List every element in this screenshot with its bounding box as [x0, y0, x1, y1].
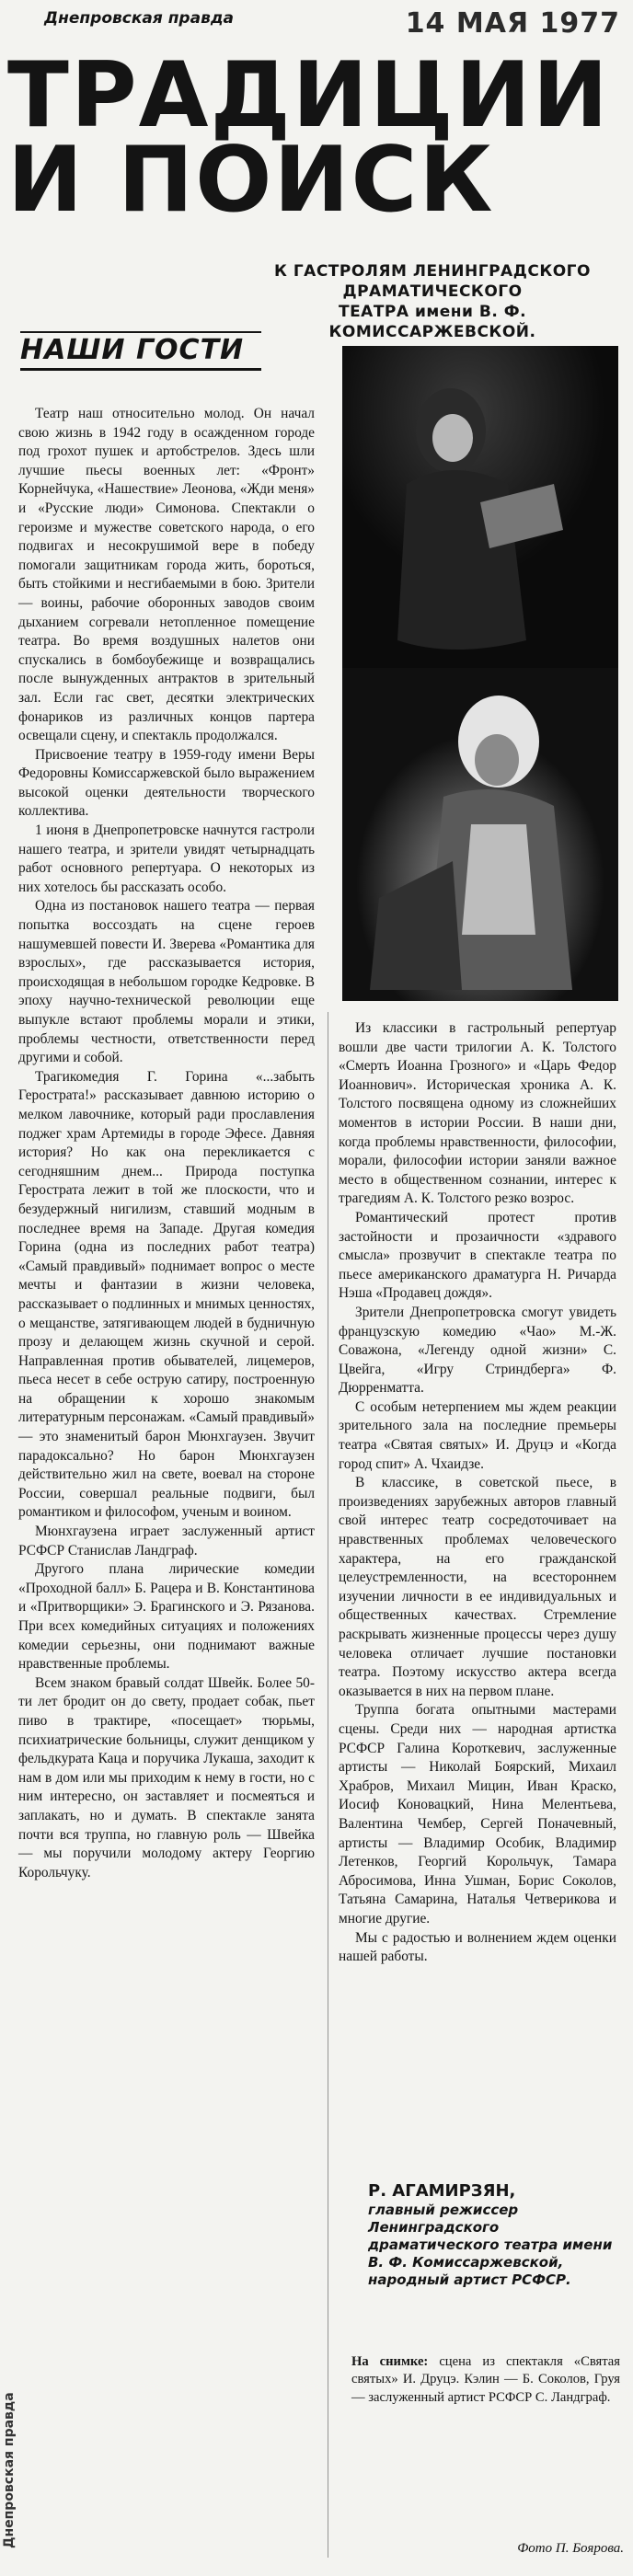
- paragraph: Театр наш относительно молод. Он начал свою жизнь в 1942 году в осажденном городе под грохот пушек и артобстрелов. Здесь шли лучшие пьесы военных лет: «Фронт» Корнейчука, «Нашествие» Леонова, «Жди меня» и «Русские люди» Симонова. Спектакли о героизме и мужестве советского народа, о его подвигах и несокрушимой вере в победу помогали защитникам города жить, бороться, быть стойкими и несгибаемыми в бою. Зрители — воины, рабочие оборонных заводов своим дыханием согревали нетопленное помещение театра. Во время воздушных налетов они спускались в бомбоубежище и возвращались после вынужденных антрактов в зрительный зал. Если гас свет, десятки электрических фонариков из различных концов партера освещали сцену, и спектакль продолжался.: [18, 406, 315, 744]
- headline-line-2: И ПОИСК: [7, 128, 495, 233]
- author-name: Р. АГАМИРЗЯН,: [368, 2181, 516, 2201]
- paragraph: Трагикомедия Г. Горина «...забыть Герострата!» рассказывает давнюю историю о мелком лавочнике, который ради прославления поджег храм Артемиды в городе Эфесе. Давняя история? Но как она перекликается с сегодняшним днем... Природа поступка Герострата лежит в той же плоскости, что и безудержный нигилизм, ставший модным в последнее время на Западе. Другая комедия Горина (одна из последних работ театра) «Самый правдивый» поднимает вопрос о месте мечты и фантазии в жизни человека, рассказывает о подлинных и мнимых ценностях, о мещанстве, затягивающем людей в будничную прозу и делающем жизнь скучной и серой. Направленная против обывателей, лицемеров, пьеса несет в себе острую сатиру, построенную на обращении к хорошо знакомым литературным персонажам. «Самый правдивый» — это знаменитый барон Мюнхгаузен. Звучит парадоксально? Но барон Мюнхгаузен действительно жил на свете, воевал на стороне России, совершал реальные подвиги, был романтиком и философом, ученым и воином.: [18, 1068, 315, 1521]
- paragraph: Мюнхгаузена играет заслуженный артист РСФСР Станислав Ландграф.: [18, 1524, 315, 1558]
- subheadline: [241, 261, 624, 342]
- author-signature: [368, 2182, 622, 2289]
- paragraph: Мы с радостью и волнением ждем оценки нашей работы.: [339, 1929, 616, 1965]
- subheadline-line-1: К ГАСТРОЛЯМ ЛЕНИНГРАДСКОГО ДРАМАТИЧЕСКОГО: [274, 262, 591, 301]
- masthead: Днепровская правда: [44, 9, 235, 28]
- date-stamp: 14 МАЯ 1977: [405, 7, 620, 40]
- photo-caption: [351, 2353, 620, 2407]
- paragraph: Всем знаком бравый солдат Швейк. Более 50-ти лет бродит он до свету, продает собак, пьет пиво в трактире, «посещает» тюрьмы, психиатрические больницы, служит денщиком у фельдкурата Каца и поручика Лукаша, заходит к нам в дом или мы приходим к нему в гости, но с ним интересно, он заставляет и посмеяться и заплакать, но и думать. В спектакле занята почти вся труппа, но главную роль — Швейка — мы поручили молодому актеру Георгию Корольчуку.: [18, 1674, 315, 1880]
- paragraph: Присвоение театру в 1959-году имени Веры Федоровны Комиссаржевской было выражением высокой оценки деятельности творческого коллектива.: [18, 746, 315, 820]
- caption-lead: На снимке:: [351, 2354, 429, 2369]
- subheadline-line-2: ТЕАТРА имени В. Ф. КОМИССАРЖЕВСКОЙ.: [328, 303, 536, 341]
- paragraph: Другого плана лирические комедии «Проходной балл» Б. Рацера и В. Константинова и «Притворщики» Э. Брагинского и Э. Рязанова. При всех комедийных ситуациях и положениях комедии серьезны, они поднимают важные нравственные проблемы.: [18, 1561, 315, 1673]
- paragraph: 1 июня в Днепропетровске начнутся гастроли нашего театра, и зрители увидят четырнадцать работ основного репертуара. О некоторых из них хотелось бы рассказать особо.: [18, 822, 315, 895]
- paragraph: В классике, в советской пьесе, в произведениях зарубежных авторов главный свой интерес театр сосредоточивает на нравственных проблемах человеческого характера, на его гражданской целеустремленности, на всестороннем изучении личности в ее индивидуальных и общественных качествах. Стремление раскрывать жизненные процессы через душу человека отличает лучшие постановки театра. Поэтому искусство актера всегда оказывается в них на первом плане.: [339, 1475, 616, 1699]
- caption-text: сцена из спектакля «Святая святых» И. Друцэ. Кэлин — Б. Соколов, Груя — заслуженный артист РСФСР С. Ландграф.: [351, 2354, 620, 2405]
- side-stamp: Днепровская правда: [2, 2392, 17, 2548]
- right-column: [339, 1019, 616, 1967]
- headline: [7, 43, 624, 233]
- stage-photo: [342, 346, 618, 1001]
- paragraph: Из классики в гастрольный репертуар вошли две части трилогии А. К. Толстого «Смерть Иоанна Грозного» и «Царь Федор Иоаннович». Историческая хроника А. К. Толстого посвящена одному из сложнейших моментов в истории России. В наши дни, когда проблемы нравственности, философии, морали, философии истории заняли важное место в общественном сознании, интерес к трагедиям А. К. Толстого резко возрос.: [339, 1020, 616, 1207]
- paragraph: Зрители Днепропетровска смогут увидеть французскую комедию «Чао» М.-Ж. Соважона, «Легенду одной жизни» С. Цвейга, «Игру Стриндберга» Ф. Дюрренматта.: [339, 1304, 616, 1397]
- paragraph: С особым нетерпением мы ждем реакции зрительного зала на последние премьеры театра «Святая святых» И. Друцэ и «Когда город спит» А. Чхаидзе.: [339, 1398, 616, 1472]
- left-column: [18, 405, 315, 1882]
- paragraph: Труппа богата опытными мастерами сцены. Среди них — народная артистка РСФСР Галина Короткевич, заслуженные артисты — Николай Боярский, Михаил Храбров, Михаил Мицин, Иван Краско, Иосиф Коновацкий, Нина Мелентьева, Валентина Чембер, Сергей Поначевный, артисты — Владимир Особик, Владимир Летенков, Георгий Корольчук, Тамара Абросимова, Инна Ушман, Борис Соколов, Татьяна Самарина, Наталья Четверикова и многие другие.: [339, 1702, 616, 1926]
- headline-line-1: ТРАДИЦИИ: [7, 43, 610, 148]
- paragraph: Одна из постановок нашего театра — первая попытка воссоздать на сцене героев нашумевшей повести И. Зверева «Романтика для взрослых», где рассказывается история, происходящая в небольшом городке Кедровке. В эпоху научно-технической революции еще выпукле встают проблемы морали и этики, проблемы честности, ответственности перед другими и собой.: [18, 898, 315, 1066]
- author-title: главный режиссер Ленинградского драматического театра имени В. Ф. Комиссаржевской, народный артист РСФСР.: [368, 2202, 613, 2288]
- stage-photo-image: [342, 346, 618, 1001]
- photo-credit: Фото П. Боярова.: [517, 2541, 624, 2556]
- paragraph: Романтический протест против застойности и прозаичности «здравого смысла» прозвучит в спектакле театра по пьесе американского драматурга Н. Ричарда Нэша «Продавец дождя».: [339, 1209, 616, 1302]
- section-rubric: НАШИ ГОСТИ: [20, 331, 261, 371]
